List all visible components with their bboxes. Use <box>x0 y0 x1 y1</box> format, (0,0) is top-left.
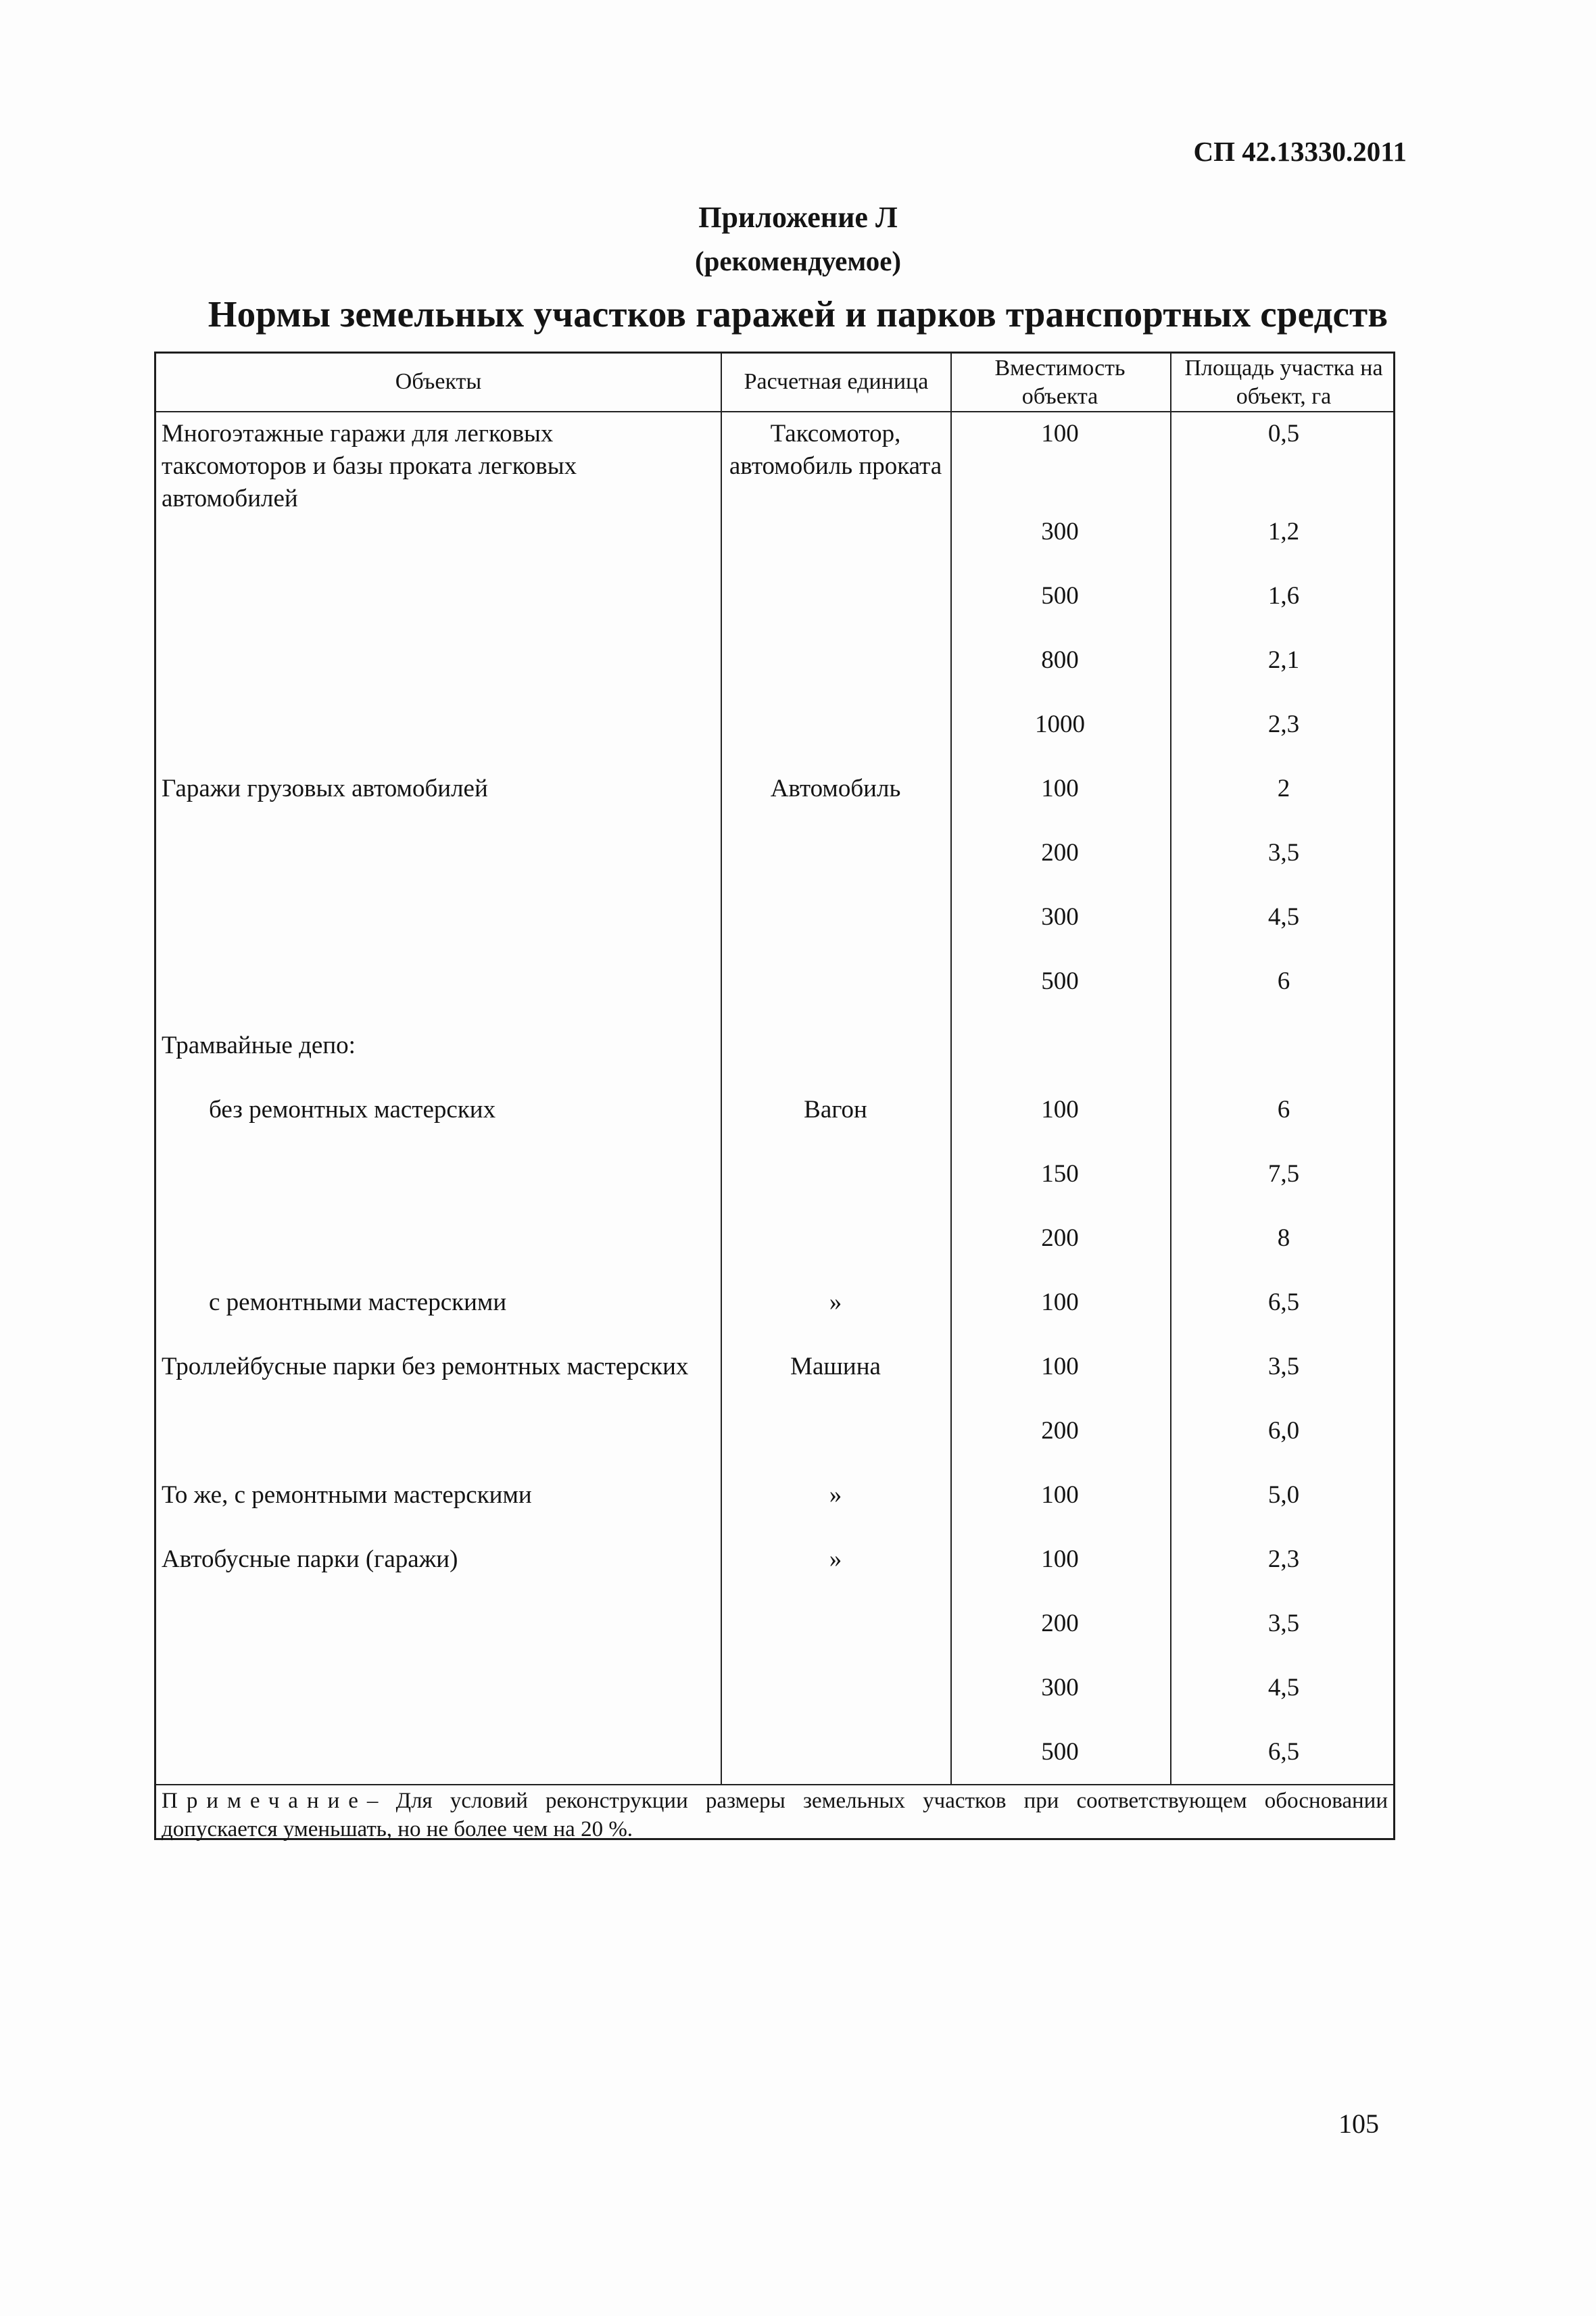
area-cell: 4,5 <box>1267 1674 1300 1702</box>
unit-cell: Вагон <box>804 1096 867 1124</box>
area-cell: 6 <box>1277 1096 1290 1124</box>
capacity-cell: 200 <box>1041 1610 1079 1637</box>
header-objects: Объекты <box>395 369 482 394</box>
column-divider <box>950 354 952 1785</box>
area-cell: 1,2 <box>1267 518 1300 546</box>
page-number: 105 <box>1338 2108 1379 2139</box>
unit-cell: Машина <box>790 1353 881 1380</box>
area-cell: 4,5 <box>1267 903 1300 931</box>
capacity-cell: 800 <box>1041 646 1079 674</box>
appendix-heading: Нормы земельных участков гаражей и парков транспортных средств <box>208 293 1388 335</box>
object-cell: Троллейбусные парки без ремонтных мастерских <box>162 1353 689 1380</box>
area-cell: 0,5 <box>1267 420 1300 448</box>
capacity-cell: 500 <box>1041 1738 1079 1766</box>
unit-cell: Автомобиль <box>770 775 901 802</box>
area-cell: 3,5 <box>1267 1610 1300 1637</box>
area-cell: 6,5 <box>1267 1738 1300 1766</box>
object-cell: Многоэтажные гаражи для легковых таксомоторов и базы проката легковых автомобилей <box>162 420 577 512</box>
capacity-cell: 100 <box>1041 775 1079 802</box>
capacity-cell: 100 <box>1041 1545 1079 1573</box>
norms-table <box>154 352 1395 1840</box>
area-cell: 6,0 <box>1267 1417 1300 1445</box>
appendix-title: Приложение Л <box>698 201 898 234</box>
object-cell: Автобусные парки (гаражи) <box>162 1545 458 1573</box>
header-divider <box>156 411 1393 412</box>
area-cell: 7,5 <box>1267 1160 1300 1188</box>
capacity-cell: 500 <box>1041 582 1079 610</box>
capacity-cell: 500 <box>1041 967 1079 995</box>
unit-cell: » <box>829 1288 842 1316</box>
area-cell: 2,3 <box>1267 710 1300 738</box>
area-cell: 6,5 <box>1267 1288 1300 1316</box>
object-cell: Трамвайные депо: <box>162 1032 356 1059</box>
object-cell: с ремонтными мастерскими <box>209 1288 507 1316</box>
note-text: – Для условий реконструкции размеры земельных участков при соответствующем обосновании допускается уменьшать, но не более чем на 20 %. <box>162 1789 1388 1841</box>
area-cell: 6 <box>1277 967 1290 995</box>
capacity-cell: 300 <box>1041 1674 1079 1702</box>
appendix-status: (рекомендуемое) <box>694 245 902 276</box>
header-area: Площадь участка на объект, га <box>1184 356 1383 409</box>
header-unit: Расчетная единица <box>744 369 929 394</box>
document-code: СП 42.13330.2011 <box>1193 136 1407 167</box>
table-note <box>156 1787 1393 1843</box>
capacity-cell: 100 <box>1041 1288 1079 1316</box>
capacity-cell: 200 <box>1041 839 1079 867</box>
capacity-cell: 100 <box>1041 420 1079 448</box>
area-cell: 5,0 <box>1267 1481 1300 1509</box>
column-divider <box>721 354 722 1785</box>
object-cell: То же, с ремонтными мастерскими <box>162 1481 532 1509</box>
capacity-cell: 300 <box>1041 903 1079 931</box>
area-cell: 3,5 <box>1267 1353 1300 1380</box>
note-label: Примечание <box>162 1789 367 1813</box>
header-capacity: Вместимость объекта <box>994 356 1126 409</box>
unit-cell: » <box>829 1545 842 1573</box>
capacity-cell: 300 <box>1041 518 1079 546</box>
capacity-cell: 1000 <box>1035 710 1085 738</box>
area-cell: 8 <box>1277 1224 1290 1252</box>
capacity-cell: 100 <box>1041 1481 1079 1509</box>
object-cell: Гаражи грузовых автомобилей <box>162 775 488 802</box>
area-cell: 2 <box>1277 775 1290 802</box>
capacity-cell: 200 <box>1041 1417 1079 1445</box>
column-divider <box>1170 354 1171 1785</box>
area-cell: 2,1 <box>1267 646 1300 674</box>
capacity-cell: 150 <box>1041 1160 1079 1188</box>
area-cell: 3,5 <box>1267 839 1300 867</box>
note-divider <box>156 1784 1393 1785</box>
capacity-cell: 200 <box>1041 1224 1079 1252</box>
area-cell: 2,3 <box>1267 1545 1300 1573</box>
object-cell: без ремонтных мастерских <box>209 1096 496 1124</box>
capacity-cell: 100 <box>1041 1353 1079 1380</box>
capacity-cell: 100 <box>1041 1096 1079 1124</box>
area-cell: 1,6 <box>1267 582 1300 610</box>
unit-cell: Таксомотор, автомобиль проката <box>729 420 942 480</box>
unit-cell: » <box>829 1481 842 1509</box>
